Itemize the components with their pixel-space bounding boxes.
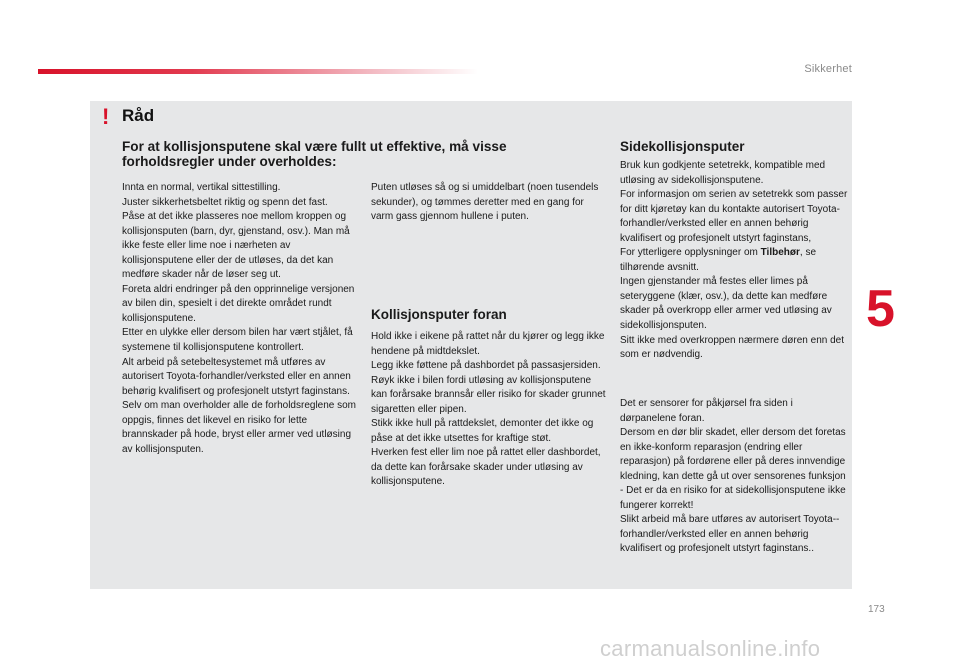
front-airbags-text: Hold ikke i eikene på rattet når du kjører og legg ikke hendene på midtdekslet. Legg ikke føttene på dashbordet på passasjersiden. Røyk ikke i bilen fordi utløsing av kollisjonsputene kan forårsake brannsår eller risiko for skader grunnet sigaretten eller pipen. Stikk ikke hull på rattdekslet, demonter det ikke og påse at det ikke utsettes for kraftige støt. Hverken fest eller lim noe på rattet eller dashbordet, da dette kan forårsake skader under utløsing av kollisjonsputene.	[371, 331, 606, 488]
side-text-part1: Bruk kun godkjente setetrekk, kompatible med utløsing av sidekollisjonsputene. For informasjon om serien av setetrekk som passer for ditt kjøretøy kan du kontakte autorisert Toyota-forhandler/verksted eller en annen behørig kvalifisert og profesjonelt utstyrt faginstans, For ytterligere opplysninger om	[620, 160, 848, 259]
panel-title: Råd	[122, 106, 155, 125]
page-number: 173	[868, 604, 885, 615]
side-sensors-text: Det er sensorer for påkjørsel fra siden i dørpanelene foran. Dersom en dør blir skadet, eller dersom det foretas en ikke-konform reparasjon (endring eller reparasjon) på fordørene eller på deres innvendige kledning, kan dette gå ut over sensorenes funksjon - Det er da en risiko for at sidekollisjonsputene ikke fungerer korrekt! Slikt arbeid må bare utføres av autorisert Toyota--forhandler/verksted eller en annen behørig kvalifisert og profesjonelt utstyrt faginstans..	[620, 398, 846, 555]
front-airbags-heading: Kollisjonsputer foran	[371, 307, 507, 322]
side-airbags-heading: Sidekollisjonsputer	[620, 139, 745, 154]
side-text-part2: , se tilhørende avsnitt. Ingen gjenstander må festes eller limes på seteryggene (klær, osv.), da dette kan medføre skader på overkropp eller armer ved utløsing av sidekollisjonsputen. Sitt ikke med overkroppen nærmere døren enn det som er nødvendig.	[620, 247, 844, 361]
warning-icon: !	[102, 104, 110, 129]
intro-heading: For at kollisjonsputene skal være fullt ut effektive, må visse forholdsregler under overholdes:	[122, 139, 507, 169]
deployment-text: Puten utløses så og si umiddelbart (noen tusendels sekunder), og tømmes deretter med en gang for varm gass gjennom hullene i puten.	[371, 182, 599, 223]
accessories-reference: Tilbehør	[760, 247, 800, 259]
side-airbags-text	[620, 159, 850, 363]
watermark: carmanualsonline.info	[600, 636, 821, 661]
header-accent-bar	[38, 69, 478, 74]
general-advice-text: Innta en normal, vertikal sittestilling. Juster sikkerhetsbeltet riktig og spenn det fast. Påse at det ikke plasseres noe mellom kroppen og kollisjonsputen (barn, dyr, gjenstand, osv.). Man må ikke feste eller lime noe i nærheten av kollisjonsputene eller der de utløses, da det kan medføre skader når de løser seg ut. Foreta aldri endringer på den opprinnelige versjonen av bilen din, spesielt i det direkte området rundt kollisjonsputene. Etter en ulykke eller dersom bilen har vært stjålet, få systemene til kollisjonsputene kontrollert. Alt arbeid på setebeltesystemet må utføres av autorisert Toyota-forhandler/verksted eller en annen behørig kvalifisert og profesjonelt utstyrt faginstans. Selv om man overholder alle de forholdsreglene som oppgis, finnes det likevel en risiko for lette brannskader på hode, bryst eller armer ved utløsing av kollisjonsputen.	[122, 182, 357, 455]
section-title: Sikkerhet	[804, 63, 852, 75]
chapter-number: 5	[866, 280, 895, 338]
